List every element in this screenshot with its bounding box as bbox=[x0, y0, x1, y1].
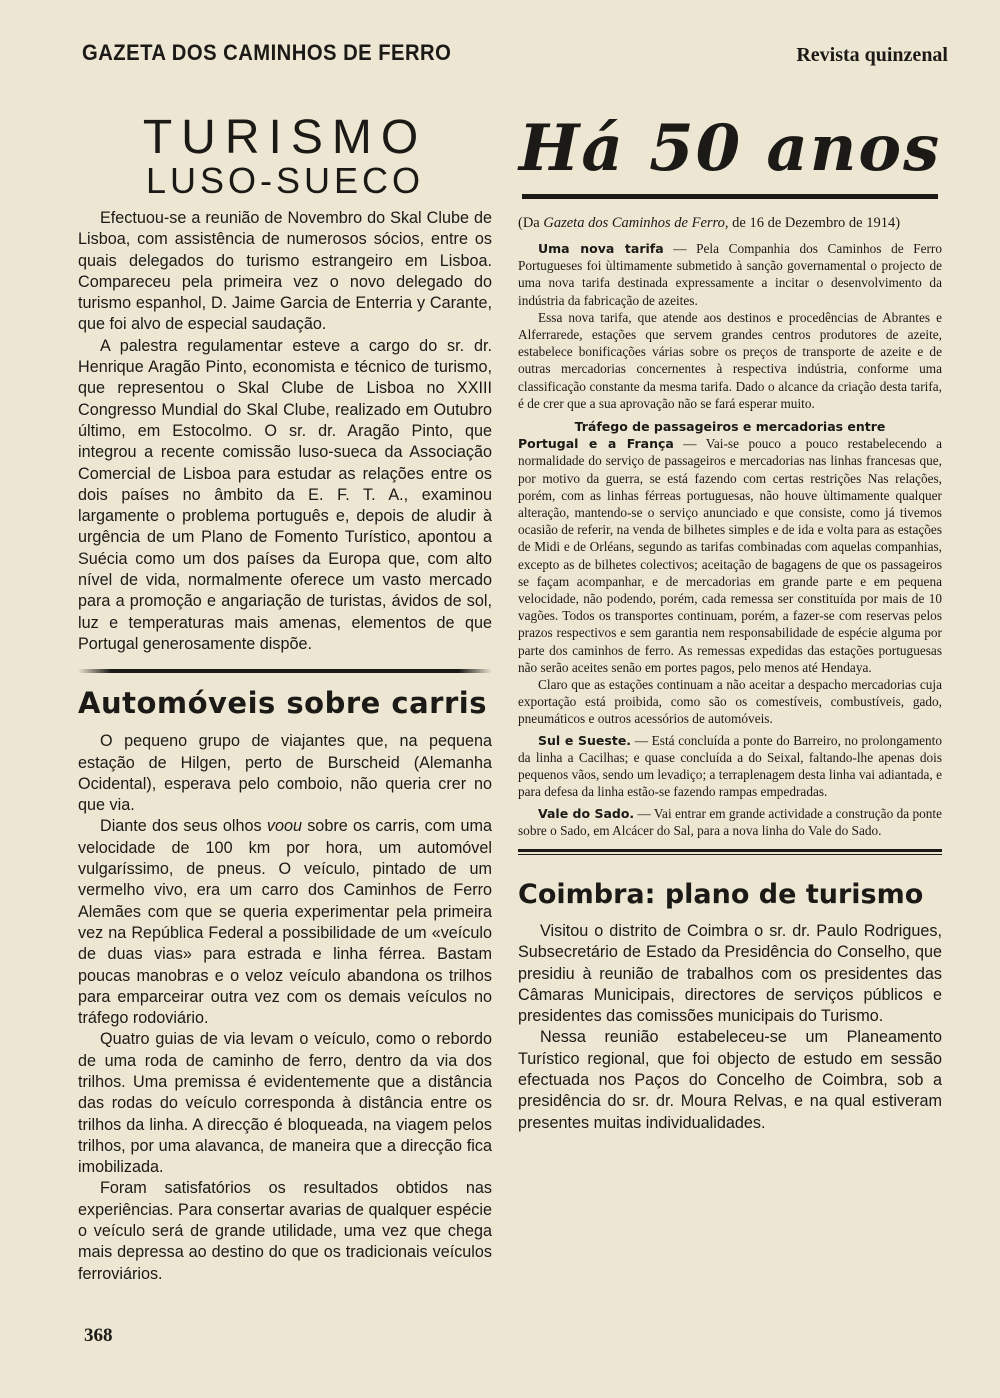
left-column bbox=[78, 108, 492, 1285]
masthead-subtitle: Revista quinzenal bbox=[796, 44, 948, 66]
trafego-text: — Vai-se pouco a pouco restabelecendo a normalidade do serviço de passageiros e mercadorias nas linhas francesas que, por motivo da guerra, se está fazendo com certas restrições Nas relações, porém, com as linhas férreas portuguesas, não houve ùltimamente qualquer alteração, mantendo-se o serviço anunciado e que consiste, como já tivemos ocasião de referir, na venda de bilhetes simples e de ida e volta para as estações de Midi e de Orléans, segundo as tarifas combinadas com aquelas companhias, excepto as de bilhetes colectivos; aceitação de bagagens de que os passageiros se façam acompanhar, e de mercadorias em grande parte e em pequena velocidade, não podendo, porém, cada remessa ser constituída por mais de 10 vagões. Todos os transportes continuam, porém, a fazer-se com reservas pelos prazos respectivos e sem garantia nem responsabilidade de espécie alguma por parte dos caminhos de ferro. As remessas expedidas das estações portuguesas não serão aceites senão em portes pagos, pelo menos até Hendaya. bbox=[518, 436, 942, 675]
ha50-rule bbox=[522, 194, 938, 199]
article-coimbra bbox=[518, 877, 942, 1134]
tarifa-lead: Uma nova tarifa bbox=[538, 241, 664, 256]
ha50-source bbox=[518, 215, 942, 232]
coimbra-paragraph-2: Nessa reunião estabeleceu-se um Planeamento Turístico regional, que foi objecto de estudo em sessão efectuada nos Paços do Concelho de Coimbra, sob a presidência do sr. dr. Moura Relvas, e na qual estiveram presentes muitas individualidades. bbox=[518, 1028, 942, 1132]
turismo-paragraph-2: A palestra regulamentar esteve a cargo do sr. dr. Henrique Aragão Pinto, economista e técnico de turismo, que representou o Skal Clube de Lisboa no XXIII Congresso Mundial do Skal Clube, realizado em Outubro último, em Estocolmo. O sr. dr. Aragão Pinto, que integrou a recente comissão luso-sueca da Associação Comercial de Lisboa para estudar as relações entre os dois países no âmbito da E. F. T. A., examinou largamente o problema português e, depois de aludir à urgência de um Plano de Fomento Turístico, apontou a Suécia como um dos países da Europa que, com alto nível de vida, normalmente oferece um vasto mercado para a promoção e angariação de turistas, ávidos de sol, luz e temperaturas mais amenas, elementos de que Portugal generosamente dispõe. bbox=[78, 336, 492, 653]
turismo-paragraph-1: Efectuou-se a reunião de Novembro do Skal Clube de Lisboa, com assistência de numerosos sócios, entre os quais delegados do turismo estrangeiro em Lisboa. Compareceu pela primeira vez o novo delegado do turismo espanhol, D. Jaime Garcia de Enterria y Carante, que foi alvo de especial saudação. bbox=[78, 209, 492, 334]
sul-sueste-paragraph bbox=[518, 732, 942, 801]
vale-sado-lead: Vale do Sado. bbox=[538, 805, 635, 821]
vale-sado-text: — Vai entrar em grande actividade a construção da ponte sobre o Sado, em Alcácer do Sal, para a nova linha do Vale do Sado. bbox=[518, 805, 943, 838]
section-divider bbox=[78, 669, 492, 673]
trafego-paragraph bbox=[518, 418, 942, 676]
sul-sueste-lead: Sul e Sueste. bbox=[538, 732, 632, 748]
ha50-title: Há 50 anos bbox=[518, 111, 942, 186]
coimbra-title: Coimbra: plano de turismo bbox=[518, 878, 924, 910]
automoveis-p2-start: Diante dos seus olhos bbox=[100, 817, 267, 836]
automoveis-paragraph-3: Quatro guias de via levam o veículo, como o rebordo de uma roda de caminho de ferro, dentro da via dos trilhos. Uma premissa é evidentemente que a distância das rodas do veículo corresponda à distância entre os trilhos da linha. A direcção é bloqueada, na viagem pelos trilhos, por uma alavanca, de maneira que a direcção fica imobilizada. bbox=[78, 1030, 492, 1177]
coimbra-paragraph-1: Visitou o distrito de Coimbra o sr. dr. Paulo Rodrigues, Subsecretário de Estado da Presidência do Conselho, que presidiu à reunião de trabalhos com os presidentes das Câmaras Municipais, directores de serviços públicos e presidentes das comissões municipais do Turismo. bbox=[518, 921, 942, 1026]
sul-sueste-text: — Está concluída a ponte do Barreiro, no prolongamento da linha a Cacilhas; e quase concluída a do Seixal, faltando-lhe apenas dois pequenos vãos, sendo um levadiço; a terraplenagem desta linha vai adiantada, e para defesa da linha estão-se fazendo rampas empedradas. bbox=[518, 732, 942, 800]
source-date: , de 16 de Dezembro de 1914) bbox=[724, 215, 901, 231]
automoveis-p2-italic: voou bbox=[266, 817, 302, 836]
source-prefix: (Da bbox=[518, 215, 544, 231]
ha50-end-rule bbox=[518, 849, 942, 855]
tarifa-text: — Pela Companhia dos Caminhos de Ferro Portugueses foi ùltimamente submetido à sanção governamental o projecto de uma nova tarifa destinada expressamente a incitar o desenvolvimento da indústria da fabricação de azeites. bbox=[518, 241, 943, 308]
article-automoveis bbox=[78, 683, 492, 1285]
trafego-lead-line1: Tráfego de passageiros e mercadorias entre bbox=[574, 419, 886, 435]
automoveis-paragraph-1: O pequeno grupo de viajantes que, na pequena estação de Hilgen, perto de Burscheid (Alemanha Ocidental), esperava pelo comboio, não queria crer no que via. bbox=[78, 732, 492, 815]
automoveis-title: Automóveis sobre carris bbox=[78, 686, 487, 721]
article-ha-50-anos bbox=[518, 108, 942, 839]
trafego-lead-line2: Portugal e a França bbox=[518, 436, 674, 452]
automoveis-paragraph-4: Foram satisfatórios os resultados obtidos nas experiências. Para consertar avarias de qualquer espécie o veículo será de grande utilidade, uma vez que chega mais depressa ao destino do que os tradicionais veículos ferroviários. bbox=[78, 1179, 492, 1283]
article-turismo bbox=[78, 111, 492, 655]
turismo-subtitle: LUSO-SUECO bbox=[145, 160, 425, 201]
source-publication: Gazeta dos Caminhos de Ferro bbox=[543, 215, 725, 231]
turismo-title: TURISMO bbox=[142, 111, 428, 164]
masthead-title: GAZETA DOS CAMINHOS DE FERRO bbox=[82, 40, 452, 65]
right-column bbox=[518, 108, 942, 1134]
tarifa-paragraph bbox=[518, 240, 942, 309]
automoveis-p2-end: sobre os carris, com uma velocidade de 100 km por hora, um automóvel vulgaríssimo, de pneus. O veículo, pintado de um vermelho vivo, era um carro dos Caminhos de Ferro Alemães com que se queria experimentar pela primeira vez na República Federal a possibilidade de um «veículo de duas vias» para estrada e linha férrea. Bastam poucas manobras e o veloz veículo abandona os trilhos para emparceirar outra vez com os demais veículos no tráfego rodoviário. bbox=[78, 817, 492, 1028]
trafego-paragraph-2: Claro que as estações continuam a não aceitar a despacho mercadorias cuja exportação está proibida, como são os comestíveis, combustíveis, gado, pneumáticos e outros acessórios de automóveis. bbox=[518, 677, 942, 727]
vale-sado-paragraph bbox=[518, 805, 942, 839]
tarifa-paragraph-2: Essa nova tarifa, que atende aos destinos e procedências de Abrantes e Alferrarede, estações que servem grandes centros produtores de azeite, estabelece bonificações várias sobre os preços de transporte de azeite e de outras mercadorias concernentes à respectiva indústria, conforme uma classificação constante da mesma tarifa. Dado o alcance da criação desta tarifa, é de crer que a sua aprovação não se fará esperar muito. bbox=[518, 309, 942, 411]
page-number: 368 bbox=[84, 1325, 113, 1346]
automoveis-paragraph-2 bbox=[78, 816, 492, 1029]
